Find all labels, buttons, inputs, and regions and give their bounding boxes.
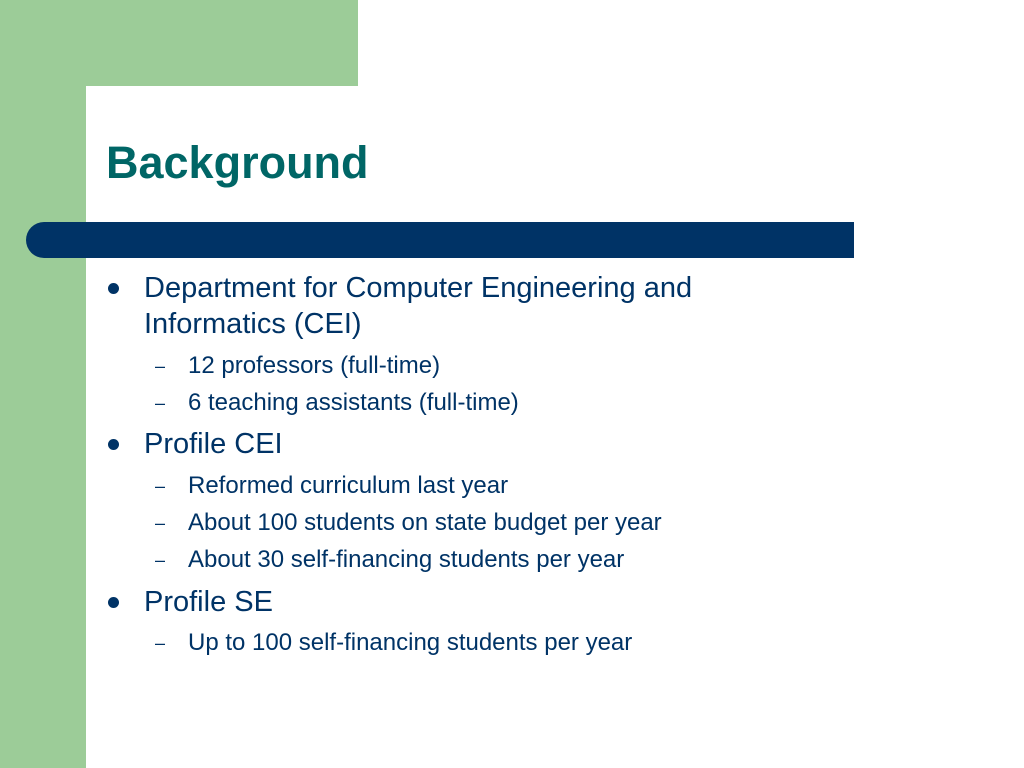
bullet-dot-icon [108,283,119,294]
dash-icon: – [155,633,166,653]
sub-bullet-text: 12 professors (full-time) [188,352,441,379]
sub-bullet-text: Up to 100 self-financing students per year [188,629,633,656]
bullet-dot-icon [108,597,119,608]
bullet-item [108,584,808,620]
bullet-text: Profile SE [144,586,273,618]
sub-bullet-text: Reformed curriculum last year [188,472,509,499]
sub-bullet-text: 6 teaching assistants (full-time) [188,389,519,416]
sub-bullet-text: About 30 self-financing students per year [188,546,625,573]
bullet-text: Department for Computer Engineering and Informatics (CEI) [144,272,693,340]
sub-bullet-text: About 100 students on state budget per year [188,509,662,536]
bullet-item [108,426,808,462]
dash-icon: – [155,356,166,376]
bullet-dot-icon [108,439,119,450]
dash-icon: – [155,513,166,533]
bullet-item [108,270,808,342]
dash-icon: – [155,550,166,570]
dash-icon: – [155,476,166,496]
slide-title: Background [106,137,369,188]
dash-icon: – [155,393,166,413]
bullet-text: Profile CEI [144,428,283,460]
